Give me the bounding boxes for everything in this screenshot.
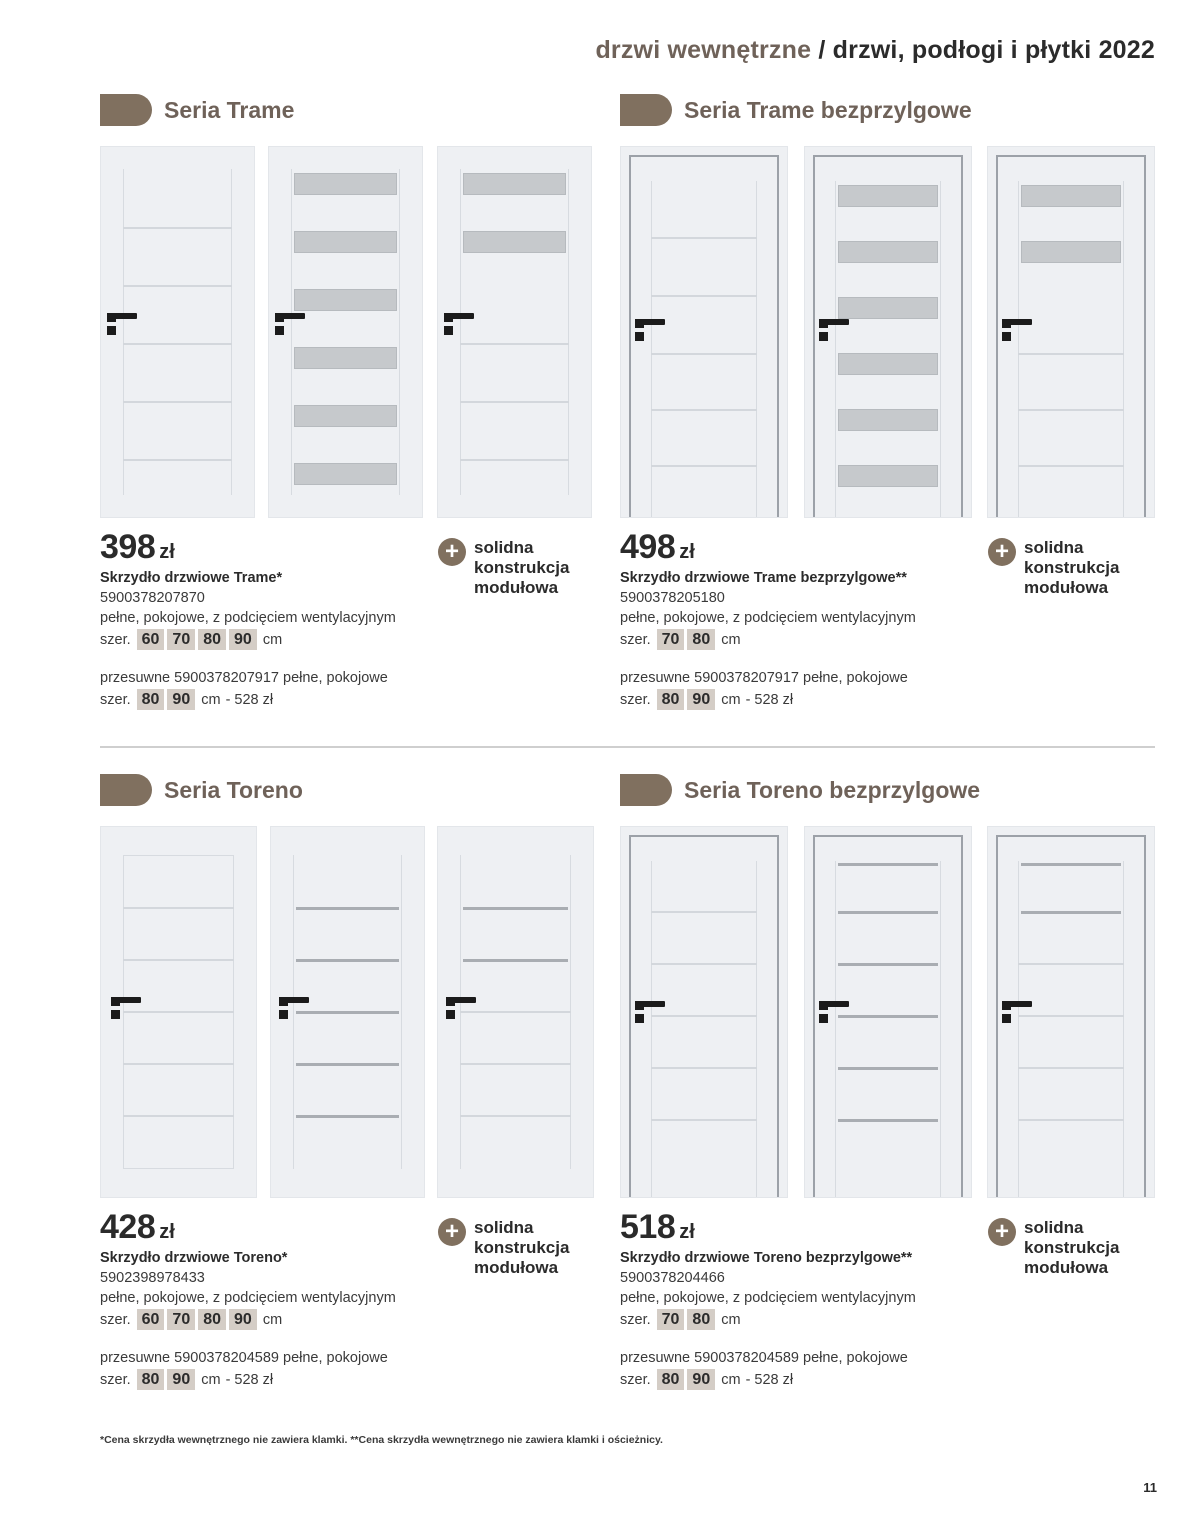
section-toreno-bezprzylgowe <box>620 774 1175 1388</box>
size-chip: 70 <box>167 629 195 650</box>
sizes-label: szer. <box>100 1371 131 1388</box>
section-title-label: Seria Toreno <box>164 776 303 803</box>
feature-line: konstrukcja <box>1024 558 1120 577</box>
feature-badge <box>988 538 1119 598</box>
door-handle-icon <box>111 997 141 1021</box>
door-handle-icon <box>635 319 665 343</box>
price <box>620 1208 695 1247</box>
feature-text <box>1024 1218 1119 1278</box>
sliding-variant: przesuwne 5900378207917 pełne, pokojowe <box>620 670 908 686</box>
sliding-size-options <box>100 1369 530 1390</box>
door-handle-icon <box>107 313 137 337</box>
price <box>100 1208 175 1247</box>
sliding-price: - 528 zł <box>745 1371 794 1388</box>
price-value: 398 <box>100 528 156 566</box>
page-number: 11 <box>1143 1480 1157 1495</box>
size-chip: 70 <box>657 1309 685 1330</box>
door-image-full <box>100 826 257 1198</box>
product-name: Skrzydło drzwiowe Trame* <box>100 570 283 586</box>
door-image-grooved-3 <box>437 826 594 1198</box>
door-image-full <box>620 826 788 1198</box>
feature-text <box>474 1218 569 1278</box>
size-chip: 80 <box>687 1309 715 1330</box>
size-chip: 70 <box>167 1309 195 1330</box>
price <box>620 528 695 567</box>
product-description: pełne, pokojowe, z podcięciem wentylacyjnym <box>100 610 396 626</box>
header-separator: / <box>818 36 826 64</box>
door-handle-icon <box>1002 1001 1032 1025</box>
product-description: pełne, pokojowe, z podcięciem wentylacyjnym <box>620 1290 916 1306</box>
section-title-label: Seria Toreno bezprzylgowe <box>684 776 981 803</box>
sizes-unit: cm <box>201 691 221 708</box>
section-tab-marker <box>620 94 672 126</box>
feature-line: konstrukcja <box>1024 1238 1120 1257</box>
door-handle-icon <box>819 319 849 343</box>
page-header <box>595 36 1155 65</box>
feature-line: modułowa <box>474 578 559 597</box>
sizes-label: szer. <box>620 691 651 708</box>
section-title <box>100 94 294 126</box>
door-handle-icon <box>635 1001 665 1025</box>
feature-badge <box>988 1218 1119 1278</box>
feature-line: konstrukcja <box>474 558 570 577</box>
sizes-unit: cm <box>262 1311 283 1328</box>
size-chip: 90 <box>229 1309 257 1330</box>
section-divider <box>100 746 1155 748</box>
feature-line: solidna <box>1024 538 1084 557</box>
price-currency: zł <box>679 1221 695 1243</box>
plus-icon: + <box>988 538 1016 566</box>
product-name: Skrzydło drzwiowe Toreno bezprzylgowe** <box>620 1250 913 1266</box>
door-gallery <box>100 146 655 518</box>
sliding-variant: przesuwne 5900378204589 pełne, pokojowe <box>620 1350 908 1366</box>
feature-badge <box>438 538 569 598</box>
door-image-glazed-6 <box>804 146 972 518</box>
sizes-label: szer. <box>100 1311 131 1328</box>
sizes-unit: cm <box>721 631 741 648</box>
feature-line: modułowa <box>1024 578 1109 597</box>
plus-icon: + <box>438 1218 466 1246</box>
footnote: *Cena skrzydła wewnętrznego nie zawiera klamki. **Cena skrzydła wewnętrznego nie zawiera klamki i ościeżnicy. <box>100 1434 663 1446</box>
size-chip: 60 <box>137 1309 165 1330</box>
sliding-size-options <box>620 1369 1050 1390</box>
size-chip: 80 <box>198 629 226 650</box>
feature-line: modułowa <box>1024 1258 1109 1277</box>
sliding-variant: przesuwne 5900378204589 pełne, pokojowe <box>100 1350 388 1366</box>
section-tab-marker <box>620 774 672 806</box>
section-title-label: Seria Trame <box>164 96 295 123</box>
size-chip: 80 <box>657 689 685 710</box>
section-title <box>100 774 303 806</box>
product-description: pełne, pokojowe, z podcięciem wentylacyjnym <box>620 610 916 626</box>
plus-icon: + <box>988 1218 1016 1246</box>
section-toreno <box>100 774 655 1388</box>
sliding-size-options <box>100 689 530 710</box>
feature-text <box>1024 538 1119 598</box>
product-ean: 5902398978433 <box>100 1270 205 1286</box>
size-chip: 80 <box>137 689 165 710</box>
size-chip: 90 <box>687 689 715 710</box>
price-currency: zł <box>679 541 695 563</box>
size-chip: 60 <box>137 629 165 650</box>
size-options <box>100 629 530 650</box>
sizes-label: szer. <box>620 631 651 648</box>
door-image-full <box>620 146 788 518</box>
feature-line: konstrukcja <box>474 1238 570 1257</box>
size-chip: 90 <box>687 1369 715 1390</box>
sizes-label: szer. <box>620 1311 651 1328</box>
sliding-price: - 528 zł <box>225 1371 274 1388</box>
door-image-grooved-6 <box>270 826 425 1198</box>
product-info <box>620 568 1050 710</box>
door-image-glazed-2 <box>437 146 592 518</box>
feature-badge <box>438 1218 569 1278</box>
price-currency: zł <box>159 541 175 563</box>
feature-line: modułowa <box>474 1258 559 1277</box>
size-chip: 80 <box>687 629 715 650</box>
price-value: 428 <box>100 1208 156 1246</box>
door-gallery <box>620 146 1175 518</box>
product-ean: 5900378205180 <box>620 590 725 606</box>
product-ean: 5900378204466 <box>620 1270 725 1286</box>
sliding-price: - 528 zł <box>225 691 274 708</box>
sizes-unit: cm <box>201 1371 221 1388</box>
sliding-size-options <box>620 689 1050 710</box>
door-handle-icon <box>446 997 476 1021</box>
size-chip: 90 <box>229 629 257 650</box>
plus-icon: + <box>438 538 466 566</box>
door-handle-icon <box>275 313 305 337</box>
sizes-unit: cm <box>721 691 741 708</box>
product-ean: 5900378207870 <box>100 590 205 606</box>
section-title-label: Seria Trame bezprzylgowe <box>684 96 972 123</box>
door-handle-icon <box>444 313 474 337</box>
price-currency: zł <box>159 1221 175 1243</box>
price-value: 518 <box>620 1208 676 1246</box>
section-tab-marker <box>100 774 152 806</box>
section-trame-bezprzylgowe <box>620 94 1175 708</box>
sizes-unit: cm <box>721 1371 741 1388</box>
sliding-price: - 528 zł <box>745 691 794 708</box>
product-name: Skrzydło drzwiowe Trame bezprzylgowe** <box>620 570 907 586</box>
door-image-glazed-6 <box>268 146 423 518</box>
door-gallery <box>620 826 1175 1198</box>
door-handle-icon <box>279 997 309 1021</box>
section-trame <box>100 94 655 708</box>
sizes-label: szer. <box>620 1371 651 1388</box>
section-tab-marker <box>100 94 152 126</box>
sizes-label: szer. <box>100 691 131 708</box>
size-chip: 80 <box>137 1369 165 1390</box>
feature-line: solidna <box>1024 1218 1084 1237</box>
product-info <box>620 1248 1050 1390</box>
feature-line: solidna <box>474 1218 534 1237</box>
size-chip: 80 <box>657 1369 685 1390</box>
size-chip: 90 <box>167 689 195 710</box>
door-image-grooved-3 <box>987 826 1155 1198</box>
feature-line: solidna <box>474 538 534 557</box>
header-title: drzwi, podłogi i płytki 2022 <box>832 36 1155 64</box>
header-category: drzwi wewnętrzne <box>595 36 812 64</box>
section-title <box>620 774 980 806</box>
product-description: pełne, pokojowe, z podcięciem wentylacyjnym <box>100 1290 396 1306</box>
product-name: Skrzydło drzwiowe Toreno* <box>100 1250 288 1266</box>
size-options <box>620 1309 1050 1330</box>
door-image-grooved-6 <box>804 826 972 1198</box>
door-image-full <box>100 146 255 518</box>
sliding-variant: przesuwne 5900378207917 pełne, pokojowe <box>100 670 388 686</box>
door-handle-icon <box>819 1001 849 1025</box>
door-image-glazed-2 <box>987 146 1155 518</box>
section-title <box>620 94 972 126</box>
size-chip: 70 <box>657 629 685 650</box>
price-value: 498 <box>620 528 676 566</box>
door-handle-icon <box>1002 319 1032 343</box>
sizes-unit: cm <box>262 631 283 648</box>
size-options <box>620 629 1050 650</box>
price <box>100 528 175 567</box>
sizes-label: szer. <box>100 631 131 648</box>
size-options <box>100 1309 530 1330</box>
sizes-unit: cm <box>721 1311 741 1328</box>
size-chip: 80 <box>198 1309 226 1330</box>
feature-text <box>474 538 569 598</box>
door-gallery <box>100 826 655 1198</box>
size-chip: 90 <box>167 1369 195 1390</box>
